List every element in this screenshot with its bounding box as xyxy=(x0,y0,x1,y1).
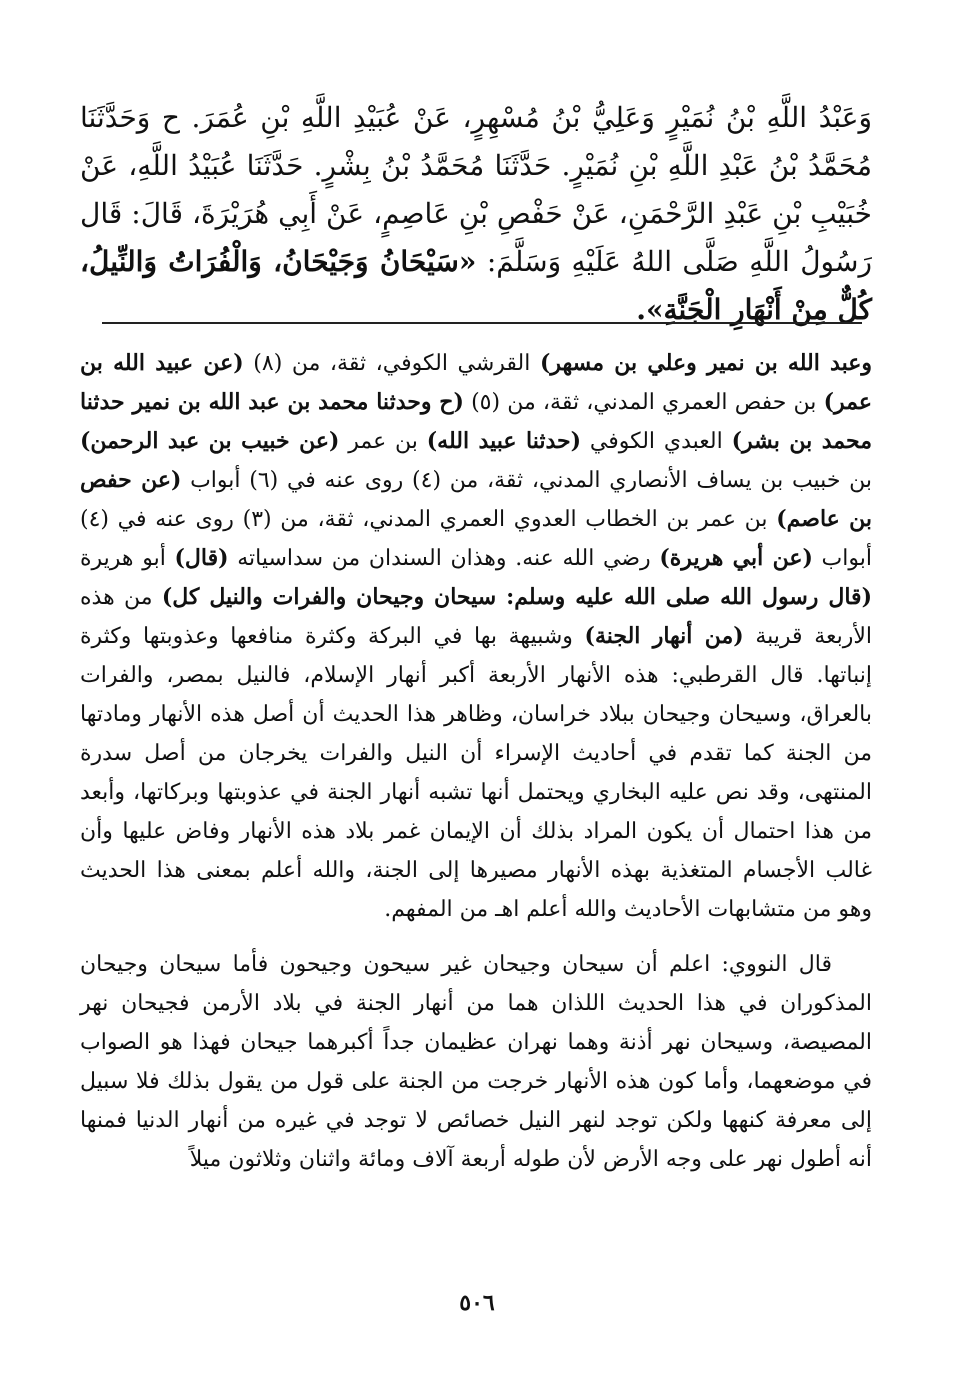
commentary-segment: (عن عبيد الله بن عمر) xyxy=(80,350,872,415)
commentary-segment: (قال رسول الله صلى الله عليه وسلم: سيحان وجيحان والفرات والنيل كل) xyxy=(161,584,872,610)
commentary-segment: (عن حفص بن عاصم) xyxy=(80,467,872,532)
commentary-segment: وشبيهة بها في البركة وكثرة منافعها وعذوبتها وكثرة إنباتها. قال القرطبي: هذه الأنهار الأربعة أكبر أنهار الإسلام، فالنيل بمصر، والفرات بالعراق، وسيحان وجيحان ببلاد خراسان، وظاهر هذا الحديث أن أصل هذه الأنهار ومادتها من الجنة كما تقدم في أحاديث الإسراء أن النيل والفرات يخرجان من أصل سدرة المنتهى، وقد نص عليه البخاري ويحتمل أنها تشبه أنهار الجنة في عذوبتها وبركاتها، وأبعد من هذا احتمال أن يكون المراد بذلك أن الإيمان غمر بلاد هذه الأنهار وفاض عليها وأن غالب الأجسام المتغذية بهذه الأنهار مصيرها إلى الجنة، والله أعلم بمعنى هذا الحديث وهو من متشابهات الأحاديث والله أعلم اهـ من المفهم. xyxy=(80,624,872,922)
commentary-segment: أبو هريرة xyxy=(80,546,175,571)
commentary-segment: (قال) xyxy=(174,545,229,571)
commentary-segment: بن حفص العمري المدني، ثقة، من (٥) xyxy=(463,390,824,415)
commentary-segment: بن عمر بن الخطاب العدوي العمري المدني، ثقة، من (٣) روى عنه في (٤) أبواب xyxy=(80,507,872,571)
commentary-paragraph-1 xyxy=(80,344,872,929)
commentary-segment: بن عمر xyxy=(339,429,427,454)
commentary-segment: رضي الله عنه. وهذان السندان من سداسياته xyxy=(228,546,660,571)
commentary-segment: العبدي الكوفي xyxy=(581,429,732,454)
commentary-paragraph-2: قال النووي: اعلم أن سيحان وجيحان غير سيحون وجيحون فأما سيحان وجيحان المذكوران في هذا الحديث اللذان هما من أنهار الجنة في بلاد الأرمن فجيحان نهر المصيصة، وسيحان نهر أذنة وهما نهران عظيمان جداً أكبرهما جيحان فهذا هو الصواب في موضعهما، وأما كون هذه الأنهار خرجت من الجنة على قول من يقول بذلك فلا سبيل إلى معرفة كنهها ولكن توجد لنهر النيل خصائص لا توجد في غيره من أنهار الدنيا فمنها أنه أطول نهر على وجه الأرض لأن طوله أربعة آلاف ومائة واثنان وثلاثون ميلاً xyxy=(80,952,872,1172)
hadith-matn: «سَيْحَانُ وَجَيْحَانُ، وَالْفُرَاتُ وَالنِّيلُ، كُلٌّ مِنْ أَنْهَارِ الْجَنَّةِ». xyxy=(80,245,872,326)
commentary-segment: من هذه الأربعة قريبة xyxy=(80,585,873,649)
commentary-segment: (حدثنا عبيد الله) xyxy=(426,428,582,454)
commentary-segment: القرشي الكوفي، ثقة، من (٨) xyxy=(243,351,540,376)
commentary-segment: (عن أبي هريرة) xyxy=(659,545,813,571)
hadith-text xyxy=(80,94,872,334)
page-number: ٥٠٦ xyxy=(459,1290,495,1316)
commentary-segment: (ح وحدثنا محمد بن عبد الله بن نمير حدثنا محمد بن بشر) xyxy=(80,389,872,454)
commentary-segment: بن خبيب بن يساف الأنصاري المدني، ثقة، من (٤) روى عنه في (٦) أبواب xyxy=(181,468,873,493)
hadith-isnad: وَعَبْدُ اللَّهِ بْنُ نُمَيْرٍ وَعَلِيُّ بْنُ مُسْهِرٍ، عَنْ عُبَيْدِ اللَّهِ بْنِ عُمَرَ. ح وَحَدَّثَنَا مُحَمَّدُ بْنُ عَبْدِ اللَّهِ بْنِ نُمَيْرٍ. حَدَّثَنَا مُحَمَّدُ بْنُ بِشْرٍ. حَدَّثَنَا عُبَيْدُ اللَّهِ، عَنْ خُبَيْبِ بْنِ عَبْدِ الرَّحْمَنِ، عَنْ حَفْصِ بْنِ عَاصِمٍ، عَنْ أَبِي هُرَيْرَةَ، قَالَ: قَال رَسُولُ اللَّهِ صَلَّى اللهُ عَلَيْهِ وَسَلَّمَ: xyxy=(80,101,872,278)
footnote-separator xyxy=(102,322,862,324)
commentary-segment: (عن خبيب بن عبد الرحمن) xyxy=(80,428,340,454)
commentary-segment: (من أنهار الجنة) xyxy=(584,623,744,649)
commentary-segment: وعبد الله بن نمير وعلي بن مسهر) xyxy=(539,350,872,376)
commentary xyxy=(80,344,872,1179)
